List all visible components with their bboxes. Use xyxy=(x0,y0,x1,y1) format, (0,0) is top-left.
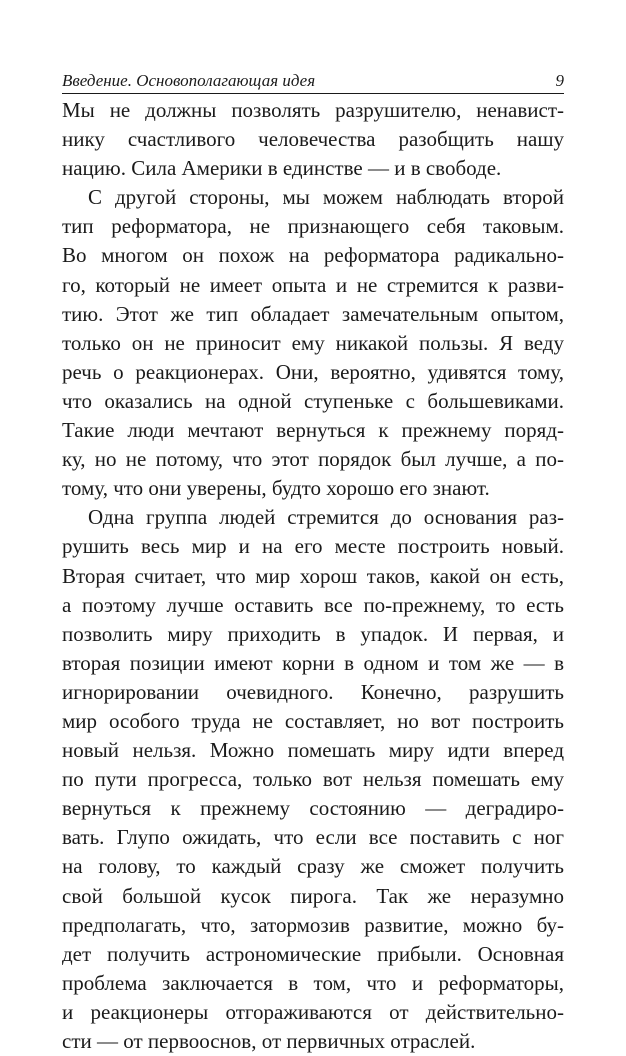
text-line: нику счастливого человечества разобщить нашу xyxy=(62,127,564,152)
text-line: позволить миру приходить в упадок. И первая, и xyxy=(62,621,564,646)
text-line: по пути прогресса, только вот нельзя помешать ему xyxy=(62,767,564,792)
text-line: речь о реакционерах. Они, вероятно, удивятся тому, xyxy=(62,359,564,384)
chapter-title: Введение. Основополагающая идея xyxy=(62,71,316,90)
text-line: Такие люди мечтают вернуться к прежнему поряд- xyxy=(62,418,564,443)
text-line: и реакционеры отгораживаются от действительно- xyxy=(62,999,564,1024)
text-line: Во многом он похож на реформатора радикально- xyxy=(62,243,564,268)
text-line: предполагать, что, затормозив развитие, можно бу- xyxy=(62,912,564,937)
text-line: свой большой кусок пирога. Так же неразумно xyxy=(62,883,564,908)
text-line: что оказались на одной ступеньке с большевиками. xyxy=(62,388,564,413)
body-text xyxy=(62,96,564,1056)
text-line: игнорировании очевидного. Конечно, разрушить xyxy=(62,679,564,704)
text-line: ку, но не потому, что этот порядок был лучше, а по- xyxy=(62,447,564,472)
text-line: Одна группа людей стремится до основания раз- xyxy=(88,505,564,530)
text-line: тому, что они уверены, будто хорошо его знают. xyxy=(62,476,490,501)
text-line: вать. Глупо ожидать, что если все поставить с ног xyxy=(62,825,564,850)
text-line: на голову, то каждый сразу же сможет получить xyxy=(62,854,564,879)
text-line: вернуться к прежнему состоянию — деградиро- xyxy=(62,796,564,821)
paragraph xyxy=(62,503,564,1056)
text-line: рушить весь мир и на его месте построить новый. xyxy=(62,534,564,559)
paragraph xyxy=(62,96,564,183)
text-line: нацию. Сила Америки в единстве — и в свободе. xyxy=(62,156,502,181)
page-number: 9 xyxy=(555,71,564,90)
text-line: Вторая считает, что мир хорош таков, какой он есть, xyxy=(62,563,564,588)
text-line: новый нельзя. Можно помешать миру идти вперед xyxy=(62,738,564,763)
text-line: вторая позиции имеют корни в одном и том же — в xyxy=(62,650,564,675)
text-line: сти — от первооснов, от первичных отраслей. xyxy=(62,1029,476,1053)
paragraph xyxy=(62,183,564,503)
text-line: мир особого труда не составляет, но вот построить xyxy=(62,708,564,733)
text-line: дет получить астрономические прибыли. Основная xyxy=(62,941,564,966)
text-line: Мы не должны позволять разрушителю, ненавист- xyxy=(62,98,564,122)
book-page xyxy=(62,70,564,1056)
running-head xyxy=(62,70,564,94)
text-line: проблема заключается в том, что и реформаторы, xyxy=(62,970,564,995)
text-line: тип реформатора, не признающего себя таковым. xyxy=(62,214,564,239)
text-line: тию. Этот же тип обладает замечательным опытом, xyxy=(62,301,564,326)
text-line: С другой стороны, мы можем наблюдать второй xyxy=(88,185,564,210)
text-line: го, который не имеет опыта и не стремится к разви- xyxy=(62,272,564,297)
text-line: а поэтому лучше оставить все по-прежнему, то есть xyxy=(62,592,564,617)
text-line: только он не приносит ему никакой пользы. Я веду xyxy=(62,330,564,355)
